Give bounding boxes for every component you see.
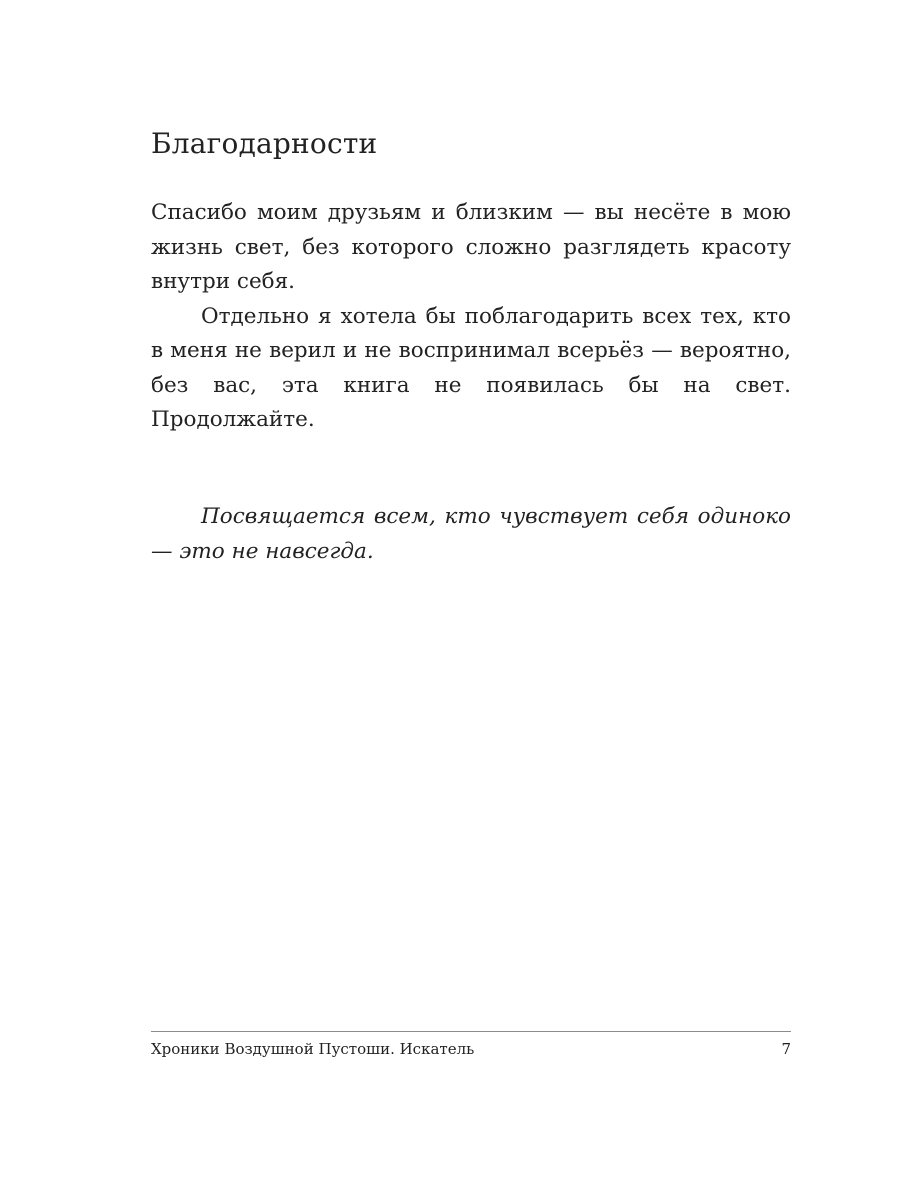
paragraph-2: Отдельно я хотела бы поблагодарить всех тех, кто в меня не верил и не воспринимал всерьёз — вероятно, без вас, эта книга не появилась бы на свет. Продолжайте. xyxy=(151,303,791,432)
page-number: 7 xyxy=(781,1040,791,1058)
section-heading: Благодарности xyxy=(151,127,378,160)
acknowledgements-text xyxy=(151,196,791,438)
paragraph-1: Спасибо моим друзьям и близким — вы несёте в мою жизнь свет, без которого сложно разглядеть красоту внутри себя. xyxy=(151,200,791,294)
dedication-text: Посвящается всем, кто чувствует себя одиноко — это не навсегда. xyxy=(151,504,791,564)
footer-divider xyxy=(151,1031,791,1032)
running-footer-title: Хроники Воздушной Пустоши. Искатель xyxy=(151,1040,475,1058)
